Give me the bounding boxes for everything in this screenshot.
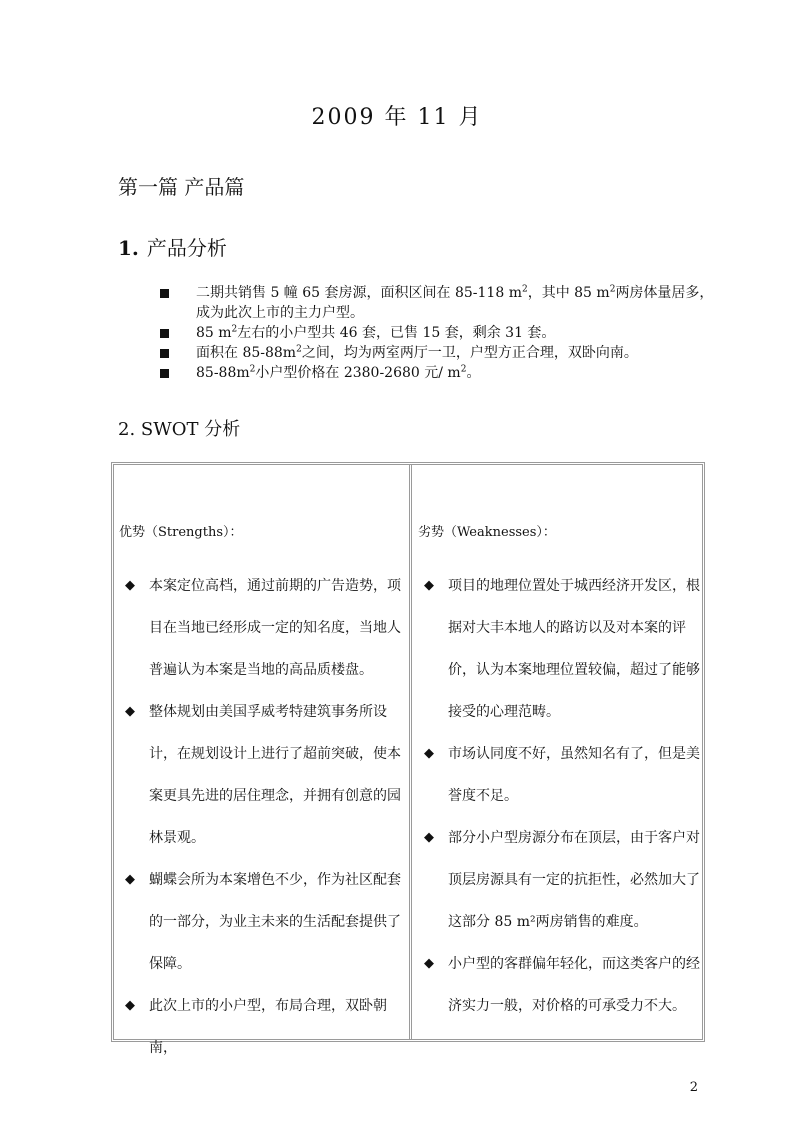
diamond-bullet-icon: ◆ <box>125 998 135 1013</box>
strengths-list <box>119 565 404 1069</box>
swot-item-line: 本案定位高档，通过前期的广告造势，项 <box>149 578 401 594</box>
swot-table <box>111 462 705 1056</box>
part-title: 第一篇 产品篇 <box>118 175 245 199</box>
bullet-text: 面积在 85-88m <box>196 345 297 361</box>
swot-item-line: 市场认同度不好，虽然知名有了，但是美 <box>448 746 700 762</box>
superscript: 2 <box>460 364 467 375</box>
swot-item-line: 普遍认为本案是当地的高品质楼盘。 <box>149 662 373 678</box>
bullet-text: 二期共销售 5 幢 65 套房源，面积区间在 85-118 m <box>196 285 522 301</box>
bullet-item <box>160 363 720 383</box>
bullet-text: 两房体量居多，成为此次上市的主力户型。 <box>196 285 714 321</box>
section-number: 1. <box>118 236 139 260</box>
swot-item-line: 的一部分，为业主未来的生活配套提供了 <box>149 914 401 930</box>
bullet-text: 小户型价格在 2380-2680 元/ m <box>255 365 461 381</box>
swot-item-line: 小户型的客群偏年轻化，而这类客户的经 <box>448 956 700 972</box>
swot-item-line: 部分小户型房源分布在顶层，由于客户对 <box>448 830 700 846</box>
swot-item-line: 接受的心理范畴。 <box>448 704 560 720</box>
strengths-column <box>119 523 404 1069</box>
square-bullet-icon <box>160 369 169 378</box>
document-date-title: 2009 年 11 月 <box>311 105 483 130</box>
swot-item-line: 林景观。 <box>149 830 205 846</box>
bullet-text: 之间，均为两室两厅一卫，户型方正合理，双卧向南。 <box>301 345 638 361</box>
diamond-bullet-icon: ◆ <box>125 578 135 593</box>
bullet-item <box>160 283 720 323</box>
swot-item <box>119 859 404 985</box>
column-divider <box>409 465 412 1039</box>
swot-item <box>418 817 703 943</box>
swot-item-line: 蝴蝶会所为本案增色不少，作为社区配套 <box>149 872 401 888</box>
weaknesses-column <box>418 523 703 1027</box>
swot-item-line: 据对大丰本地人的路访以及对本案的评 <box>448 620 686 636</box>
swot-item-line: 这部分 85 m²两房销售的难度。 <box>448 914 648 930</box>
bullet-text: 左右的小户型共 46 套，已售 15 套，剩余 31 套。 <box>237 325 556 341</box>
square-bullet-icon <box>160 329 169 338</box>
swot-item-line: 整体规划由美国孚威考特建筑事务所设 <box>149 704 387 720</box>
swot-item-line: 项目的地理位置处于城西经济开发区，根 <box>448 578 700 594</box>
diamond-bullet-icon: ◆ <box>125 872 135 887</box>
square-bullet-icon <box>160 289 169 298</box>
section-heading-swot: 2. SWOT 分析 <box>118 419 241 440</box>
section-title: 产品分析 <box>146 236 227 260</box>
swot-item <box>119 691 404 859</box>
swot-item-line: 案更具先进的居住理念，并拥有创意的园 <box>149 788 401 804</box>
bullet-text: 85 m <box>196 325 232 341</box>
bullet-text: ，其中 85 m <box>527 285 610 301</box>
bullet-item <box>160 323 720 343</box>
diamond-bullet-icon: ◆ <box>125 704 135 719</box>
diamond-bullet-icon: ◆ <box>424 956 434 971</box>
weaknesses-list <box>418 565 703 1027</box>
bullet-text: 。 <box>466 365 481 381</box>
bullet-item <box>160 343 720 363</box>
product-bullet-list <box>160 283 720 383</box>
swot-item-line: 保障。 <box>149 956 191 972</box>
swot-item-line: 济实力一般，对价格的可承受力不大。 <box>448 998 686 1014</box>
superscript: 2 <box>231 324 238 335</box>
swot-item-line: 计，在规划设计上进行了超前突破，使本 <box>149 746 401 762</box>
diamond-bullet-icon: ◆ <box>424 578 434 593</box>
strengths-heading: 优势（Strengths）： <box>119 525 243 540</box>
swot-item-line: 誉度不足。 <box>448 788 518 804</box>
diamond-bullet-icon: ◆ <box>424 830 434 845</box>
superscript: 2 <box>521 284 528 295</box>
square-bullet-icon <box>160 349 169 358</box>
superscript: 2 <box>249 364 256 375</box>
swot-item <box>418 565 703 733</box>
swot-item <box>418 943 703 1027</box>
section-heading-product-analysis <box>118 232 227 261</box>
superscript: 2 <box>609 284 616 295</box>
swot-item <box>418 733 703 817</box>
page-number: 2 <box>689 1080 698 1095</box>
swot-item <box>119 565 404 691</box>
diamond-bullet-icon: ◆ <box>424 746 434 761</box>
swot-item-line: 此次上市的小户型，布局合理，双卧朝南， <box>149 998 387 1056</box>
swot-item <box>119 985 404 1069</box>
superscript: 2 <box>296 344 302 355</box>
swot-item-line: 价，认为本案地理位置较偏，超过了能够 <box>448 662 700 678</box>
swot-item-line: 顶层房源具有一定的抗拒性，必然加大了 <box>448 872 700 888</box>
weaknesses-heading: 劣势（Weaknesses）： <box>418 525 556 540</box>
bullet-text: 85-88m <box>196 365 250 381</box>
swot-item-line: 目在当地已经形成一定的知名度，当地人 <box>149 620 401 636</box>
